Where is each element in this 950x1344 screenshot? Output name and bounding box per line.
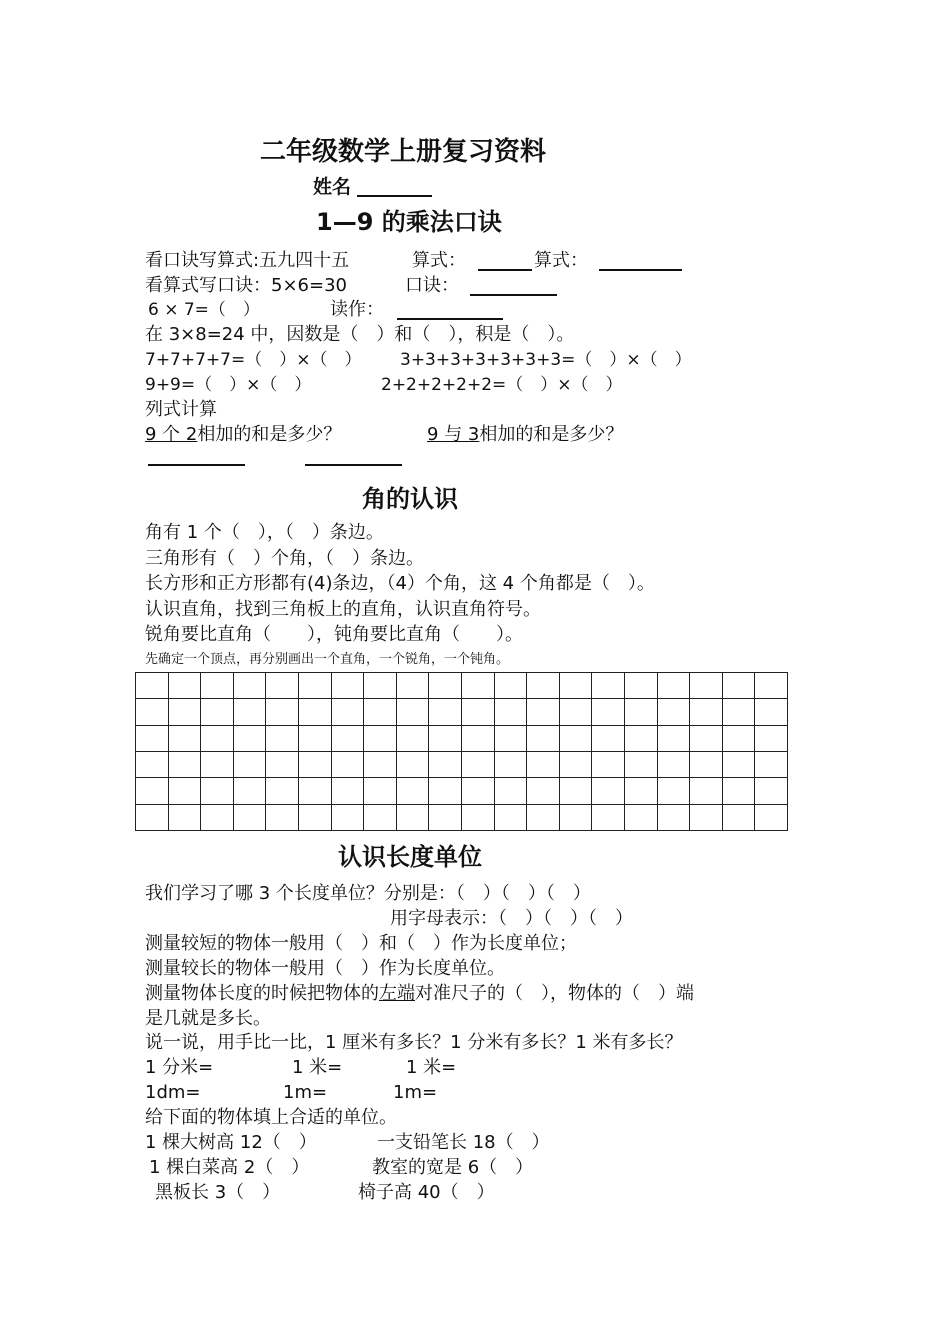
grid-cell[interactable] bbox=[755, 804, 788, 830]
grid-cell[interactable] bbox=[429, 699, 462, 725]
s2-line5: 锐角要比直角（ ），钝角要比直角（ ）。 bbox=[145, 624, 523, 645]
s3-line9c: 1m= bbox=[393, 1082, 438, 1103]
grid-cell[interactable] bbox=[364, 725, 397, 751]
grid-row bbox=[136, 725, 788, 751]
grid-cell[interactable] bbox=[168, 673, 201, 699]
grid-row bbox=[136, 673, 788, 699]
s2-line1: 角有 1 个（ ），（ ）条边。 bbox=[145, 522, 384, 543]
grid-cell[interactable] bbox=[494, 804, 527, 830]
grid-cell[interactable] bbox=[396, 699, 429, 725]
grid-cell[interactable] bbox=[527, 778, 560, 804]
grid-cell[interactable] bbox=[624, 751, 657, 777]
grid-cell[interactable] bbox=[755, 725, 788, 751]
grid-cell[interactable] bbox=[592, 778, 625, 804]
s2-line4: 认识直角，找到三角板上的直角，认识直角符号。 bbox=[145, 599, 541, 620]
s2-line2: 三角形有（ ）个角，（ ）条边。 bbox=[145, 548, 424, 569]
grid-cell[interactable] bbox=[298, 751, 331, 777]
grid-cell[interactable] bbox=[722, 751, 755, 777]
grid-cell[interactable] bbox=[461, 778, 494, 804]
grid-cell[interactable] bbox=[298, 699, 331, 725]
grid-cell[interactable] bbox=[624, 804, 657, 830]
grid-cell[interactable] bbox=[266, 673, 299, 699]
grid-cell[interactable] bbox=[461, 699, 494, 725]
grid-cell[interactable] bbox=[722, 673, 755, 699]
grid-cell[interactable] bbox=[494, 725, 527, 751]
grid-cell[interactable] bbox=[136, 804, 169, 830]
s3-line12b: 教室的宽是 6（ ） bbox=[372, 1157, 534, 1178]
grid-cell[interactable] bbox=[461, 804, 494, 830]
grid-cell[interactable] bbox=[266, 699, 299, 725]
grid-cell[interactable] bbox=[396, 778, 429, 804]
grid-cell[interactable] bbox=[298, 778, 331, 804]
s3-line10: 给下面的物体填上合适的单位。 bbox=[145, 1107, 397, 1128]
grid-cell[interactable] bbox=[331, 804, 364, 830]
grid-cell[interactable] bbox=[755, 751, 788, 777]
grid-cell[interactable] bbox=[201, 699, 234, 725]
s3-line9a: 1dm= bbox=[145, 1082, 201, 1103]
s2-line3: 长方形和正方形都有(4)条边，（4）个角，这 4 个角都是（ ）。 bbox=[145, 573, 655, 594]
s3-line5-underlined: 左端 bbox=[379, 983, 415, 1004]
grid-cell[interactable] bbox=[592, 725, 625, 751]
grid-cell[interactable] bbox=[592, 804, 625, 830]
s3-line8c: 1 米= bbox=[406, 1057, 457, 1078]
grid-cell[interactable] bbox=[396, 751, 429, 777]
s3-line1: 我们学习了哪 3 个长度单位？分别是：（ ）（ ）（ ） bbox=[145, 883, 591, 904]
grid-cell[interactable] bbox=[266, 725, 299, 751]
s1-line2-prompt: 看算式写口诀：5×6=30 bbox=[145, 275, 347, 296]
grid-cell[interactable] bbox=[201, 804, 234, 830]
grid-cell[interactable] bbox=[657, 804, 690, 830]
s1-line1-blank-a[interactable] bbox=[478, 269, 532, 271]
grid-cell[interactable] bbox=[331, 751, 364, 777]
name-blank[interactable] bbox=[357, 195, 432, 197]
grid-cell[interactable] bbox=[461, 673, 494, 699]
grid-cell[interactable] bbox=[298, 673, 331, 699]
s3-line13a: 黑板长 3（ ） bbox=[155, 1182, 281, 1203]
grid-cell[interactable] bbox=[690, 778, 723, 804]
grid-cell[interactable] bbox=[527, 725, 560, 751]
s1-question-2-underlined: 9 与 3 bbox=[427, 424, 480, 445]
s2-note: 先确定一个顶点，再分别画出一个直角，一个锐角，一个钝角。 bbox=[145, 652, 510, 667]
s1-line3-blank[interactable] bbox=[397, 318, 503, 320]
grid-cell[interactable] bbox=[168, 699, 201, 725]
s1-line5a: 7+7+7+7=（ ）×（ ） bbox=[145, 350, 362, 370]
s3-line8b: 1 米= bbox=[292, 1057, 343, 1078]
grid-row bbox=[136, 804, 788, 830]
grid-cell[interactable] bbox=[624, 699, 657, 725]
s3-line6: 是几就是多长。 bbox=[145, 1008, 271, 1029]
grid-cell[interactable] bbox=[690, 725, 723, 751]
s3-line5 bbox=[145, 983, 694, 1005]
s3-line12a: 1 棵白菜高 2（ ） bbox=[149, 1157, 310, 1178]
grid-cell[interactable] bbox=[168, 725, 201, 751]
s3-line8a: 1 分米= bbox=[145, 1057, 214, 1078]
grid-cell[interactable] bbox=[233, 804, 266, 830]
section-heading-angles: 角的认识 bbox=[362, 485, 458, 513]
s1-line2-label: 口诀： bbox=[405, 275, 459, 296]
grid-cell[interactable] bbox=[429, 725, 462, 751]
grid-cell[interactable] bbox=[266, 751, 299, 777]
section-heading-length-units: 认识长度单位 bbox=[338, 843, 482, 871]
grid-cell[interactable] bbox=[429, 751, 462, 777]
s1-question-1-underlined: 9 个 2 bbox=[145, 424, 198, 445]
grid-cell[interactable] bbox=[494, 778, 527, 804]
grid-cell[interactable] bbox=[559, 699, 592, 725]
grid-cell[interactable] bbox=[559, 778, 592, 804]
s3-line11a: 1 棵大树高 12（ ） bbox=[145, 1132, 317, 1153]
grid-cell[interactable] bbox=[657, 778, 690, 804]
grid-cell[interactable] bbox=[396, 804, 429, 830]
grid-cell[interactable] bbox=[755, 673, 788, 699]
grid-cell[interactable] bbox=[266, 778, 299, 804]
grid-cell[interactable] bbox=[364, 778, 397, 804]
section-heading-multiplication: 1—9 的乘法口诀 bbox=[316, 208, 502, 236]
s3-line5-text-a: 测量物体长度的时候把物体的 bbox=[145, 983, 379, 1004]
drawing-grid[interactable] bbox=[135, 672, 788, 831]
s1-line6b: 2+2+2+2+2=（ ）×（ ） bbox=[381, 375, 623, 395]
s1-line7: 列式计算 bbox=[145, 399, 217, 420]
grid-cell[interactable] bbox=[331, 725, 364, 751]
grid-cell[interactable] bbox=[201, 778, 234, 804]
grid-cell[interactable] bbox=[722, 778, 755, 804]
s1-line1-label-a: 算式： bbox=[412, 250, 466, 271]
grid-cell[interactable] bbox=[364, 804, 397, 830]
s1-line3-label: 读作： bbox=[330, 299, 384, 320]
grid-cell[interactable] bbox=[494, 699, 527, 725]
grid-cell[interactable] bbox=[136, 725, 169, 751]
grid-cell[interactable] bbox=[136, 673, 169, 699]
grid-cell[interactable] bbox=[755, 699, 788, 725]
s3-line5-text-b: 对准尺子的（ ），物体的（ ）端 bbox=[415, 983, 694, 1004]
s1-line1-blank-b[interactable] bbox=[599, 269, 682, 271]
grid-cell[interactable] bbox=[624, 725, 657, 751]
s3-line11b: 一支铅笔长 18（ ） bbox=[377, 1132, 550, 1153]
grid-cell[interactable] bbox=[429, 778, 462, 804]
grid-cell[interactable] bbox=[233, 699, 266, 725]
grid-cell[interactable] bbox=[527, 804, 560, 830]
s1-answer-blank-2[interactable] bbox=[305, 464, 402, 466]
grid-cell[interactable] bbox=[461, 751, 494, 777]
grid-cell[interactable] bbox=[201, 673, 234, 699]
grid-cell[interactable] bbox=[755, 778, 788, 804]
grid-cell[interactable] bbox=[494, 673, 527, 699]
grid-cell[interactable] bbox=[624, 778, 657, 804]
grid-cell[interactable] bbox=[233, 673, 266, 699]
grid-cell[interactable] bbox=[168, 751, 201, 777]
s3-line4: 测量较长的物体一般用（ ）作为长度单位。 bbox=[145, 958, 505, 979]
grid-cell[interactable] bbox=[136, 751, 169, 777]
grid-cell[interactable] bbox=[559, 725, 592, 751]
s3-line2: 用字母表示：（ ）（ ）（ ） bbox=[390, 908, 633, 929]
s3-line13b: 椅子高 40（ ） bbox=[358, 1182, 495, 1203]
s3-line9b: 1m= bbox=[283, 1082, 328, 1103]
grid-cell[interactable] bbox=[690, 804, 723, 830]
grid-cell[interactable] bbox=[298, 725, 331, 751]
grid-cell[interactable] bbox=[722, 804, 755, 830]
s1-line2-blank[interactable] bbox=[470, 294, 557, 296]
grid-cell[interactable] bbox=[364, 673, 397, 699]
grid-cell[interactable] bbox=[690, 751, 723, 777]
grid-cell[interactable] bbox=[298, 804, 331, 830]
page-title: 二年级数学上册复习资料 bbox=[260, 137, 547, 167]
grid-cell[interactable] bbox=[559, 673, 592, 699]
grid-cell[interactable] bbox=[461, 725, 494, 751]
grid-row bbox=[136, 751, 788, 777]
grid-cell[interactable] bbox=[233, 751, 266, 777]
grid-cell[interactable] bbox=[266, 804, 299, 830]
s1-question-2 bbox=[427, 424, 623, 446]
grid-cell[interactable] bbox=[722, 699, 755, 725]
grid-cell[interactable] bbox=[559, 804, 592, 830]
grid-cell[interactable] bbox=[233, 778, 266, 804]
grid-cell[interactable] bbox=[233, 725, 266, 751]
grid-cell[interactable] bbox=[592, 699, 625, 725]
s3-line3: 测量较短的物体一般用（ ）和（ ）作为长度单位； bbox=[145, 933, 577, 954]
grid-cell[interactable] bbox=[592, 673, 625, 699]
name-label: 姓名 bbox=[313, 176, 352, 198]
grid-cell[interactable] bbox=[331, 778, 364, 804]
grid-cell[interactable] bbox=[624, 673, 657, 699]
s1-line1-prompt: 看口诀写算式:五九四十五 bbox=[145, 250, 350, 271]
grid-cell[interactable] bbox=[494, 751, 527, 777]
grid-cell[interactable] bbox=[527, 751, 560, 777]
s1-line3-expression: 6 × 7=（ ） bbox=[148, 300, 260, 320]
grid-cell[interactable] bbox=[527, 699, 560, 725]
s1-line1-label-b: 算式： bbox=[534, 250, 588, 271]
grid-cell[interactable] bbox=[657, 725, 690, 751]
grid-cell[interactable] bbox=[690, 699, 723, 725]
grid-cell[interactable] bbox=[396, 725, 429, 751]
s1-question-1 bbox=[145, 424, 341, 446]
grid-cell[interactable] bbox=[527, 673, 560, 699]
s3-line7: 说一说，用手比一比，1 厘米有多长？1 分米有多长？1 米有多长？ bbox=[145, 1032, 683, 1053]
grid-cell[interactable] bbox=[396, 673, 429, 699]
s1-line4: 在 3×8=24 中，因数是（ ）和（ ），积是（ ）。 bbox=[145, 324, 575, 345]
grid-cell[interactable] bbox=[331, 699, 364, 725]
grid-row bbox=[136, 699, 788, 725]
grid-cell[interactable] bbox=[592, 751, 625, 777]
s1-line6a: 9+9=（ ）×（ ） bbox=[145, 375, 312, 395]
grid-cell[interactable] bbox=[331, 673, 364, 699]
grid-cell[interactable] bbox=[201, 725, 234, 751]
grid-cell[interactable] bbox=[559, 751, 592, 777]
grid-cell[interactable] bbox=[201, 751, 234, 777]
grid-cell[interactable] bbox=[722, 725, 755, 751]
grid-cell[interactable] bbox=[364, 751, 397, 777]
s1-question-1-text: 相加的和是多少？ bbox=[197, 424, 342, 445]
s1-line5b: 3+3+3+3+3+3+3=（ ）×（ ） bbox=[400, 350, 692, 370]
grid-cell[interactable] bbox=[429, 804, 462, 830]
grid-cell[interactable] bbox=[136, 699, 169, 725]
grid-cell[interactable] bbox=[429, 673, 462, 699]
grid-cell[interactable] bbox=[168, 804, 201, 830]
grid-cell[interactable] bbox=[657, 673, 690, 699]
grid-cell[interactable] bbox=[136, 778, 169, 804]
grid-cell[interactable] bbox=[168, 778, 201, 804]
grid-cell[interactable] bbox=[690, 673, 723, 699]
grid-row bbox=[136, 778, 788, 804]
grid-cell[interactable] bbox=[364, 699, 397, 725]
grid-cell[interactable] bbox=[657, 751, 690, 777]
s1-question-2-text: 相加的和是多少？ bbox=[479, 424, 624, 445]
grid-cell[interactable] bbox=[657, 699, 690, 725]
s1-answer-blank-1[interactable] bbox=[148, 464, 245, 466]
